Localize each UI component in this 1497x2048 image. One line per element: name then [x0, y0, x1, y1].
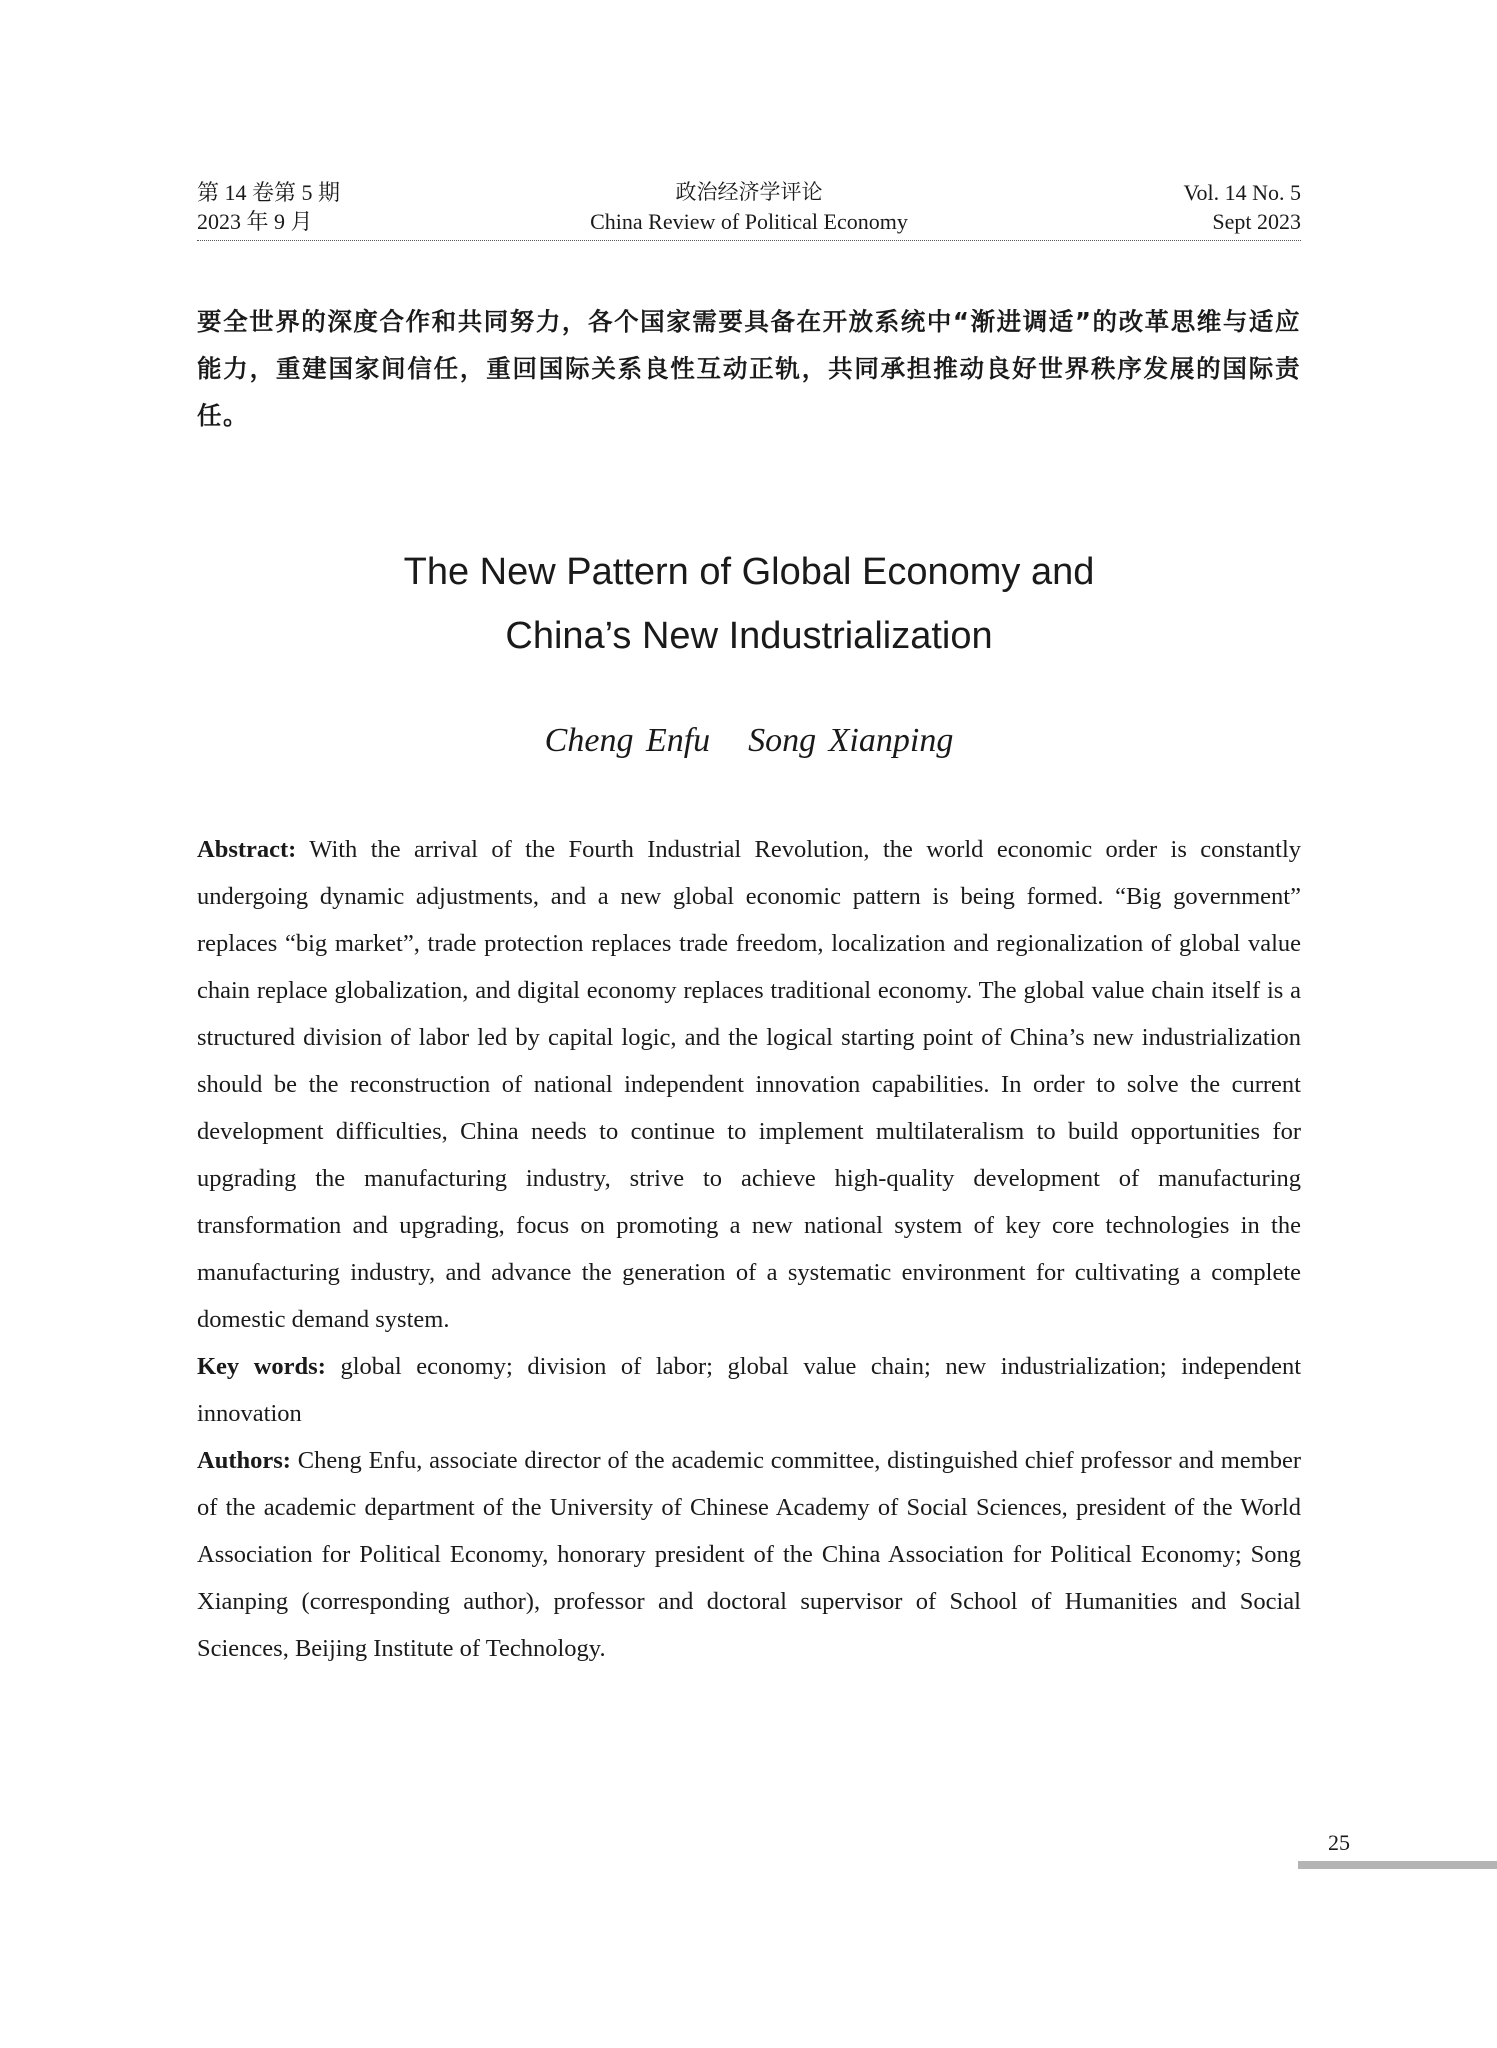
abstract-paragraph — [197, 826, 1301, 1343]
abstract-section — [197, 826, 1301, 1672]
authors-info-text: Cheng Enfu, associate director of the academic committee, distinguished chief professor and member of the academic department of the University of Chinese Academy of Social Sciences, president of the World Association for Political Economy, honorary president of the China Association for Political Economy; Song Xianping (corresponding author), professor and doctoral supervisor of School of Humanities and Social Sciences, Beijing Institute of Technology. — [197, 1447, 1301, 1662]
header-volume-issue-cn: 第 14 卷第 5 期 — [197, 180, 341, 205]
authors-info-label: Authors: — [197, 1447, 291, 1474]
keywords-text: global economy; division of labor; global value chain; new industrialization; independent innovation — [197, 1353, 1302, 1427]
authors-info-paragraph — [197, 1437, 1301, 1672]
abstract-label: Abstract: — [197, 836, 297, 863]
author-line — [197, 716, 1301, 766]
author-name-2: Song Xianping — [748, 722, 954, 759]
page-number-bar — [1298, 1861, 1497, 1869]
article-title — [197, 540, 1301, 668]
article-title-line-1: The New Pattern of Global Economy and — [403, 551, 1095, 593]
running-header — [197, 178, 1301, 241]
page-number: 25 — [1328, 1830, 1350, 1855]
header-journal-name-en: China Review of Political Economy — [590, 209, 908, 234]
abstract-text: With the arrival of the Fourth Industrial Revolution, the world economic order is constantly undergoing dynamic adjustments, and a new global economic pattern is being formed. “Big government” replaces “big market”, trade protection replaces trade freedom, localization and regionalization of global value chain replace globalization, and digital economy replaces traditional economy. The global value chain itself is a structured division of labor led by capital logic, and the logical starting point of China’s new industrialization should be the reconstruction of national independent innovation capabilities. In order to solve the current development difficulties, China needs to continue to implement multilateralism to build opportunities for upgrading the manufacturing industry, strive to achieve high-quality development of manufacturing transformation and upgrading, focus on promoting a new national system of key core technologies in the manufacturing industry, and advance the generation of a systematic environment for cultivating a complete domestic demand system. — [197, 836, 1301, 1333]
keywords-paragraph — [197, 1343, 1301, 1437]
header-journal-name — [197, 178, 1301, 236]
author-name-1: Cheng Enfu — [544, 722, 711, 759]
header-date-cn: 2023 年 9 月 — [197, 209, 313, 234]
header-date-en: Sept 2023 — [1212, 209, 1301, 234]
header-volume-issue-en: Vol. 14 No. 5 — [1183, 180, 1301, 205]
keywords-label: Key words: — [197, 1353, 326, 1380]
chinese-paragraph: 要全世界的深度合作和共同努力，各个国家需要具备在开放系统中“渐进调适”的改革思维与适应能力，重建国家间信任，重回国际关系良性互动正轨，共同承担推动良好世界秩序发展的国际责任。 — [197, 307, 1301, 430]
article-title-line-2: China’s New Industrialization — [505, 615, 993, 657]
header-journal-name-cn: 政治经济学评论 — [675, 180, 823, 204]
header-issue-info-en — [1183, 178, 1301, 236]
